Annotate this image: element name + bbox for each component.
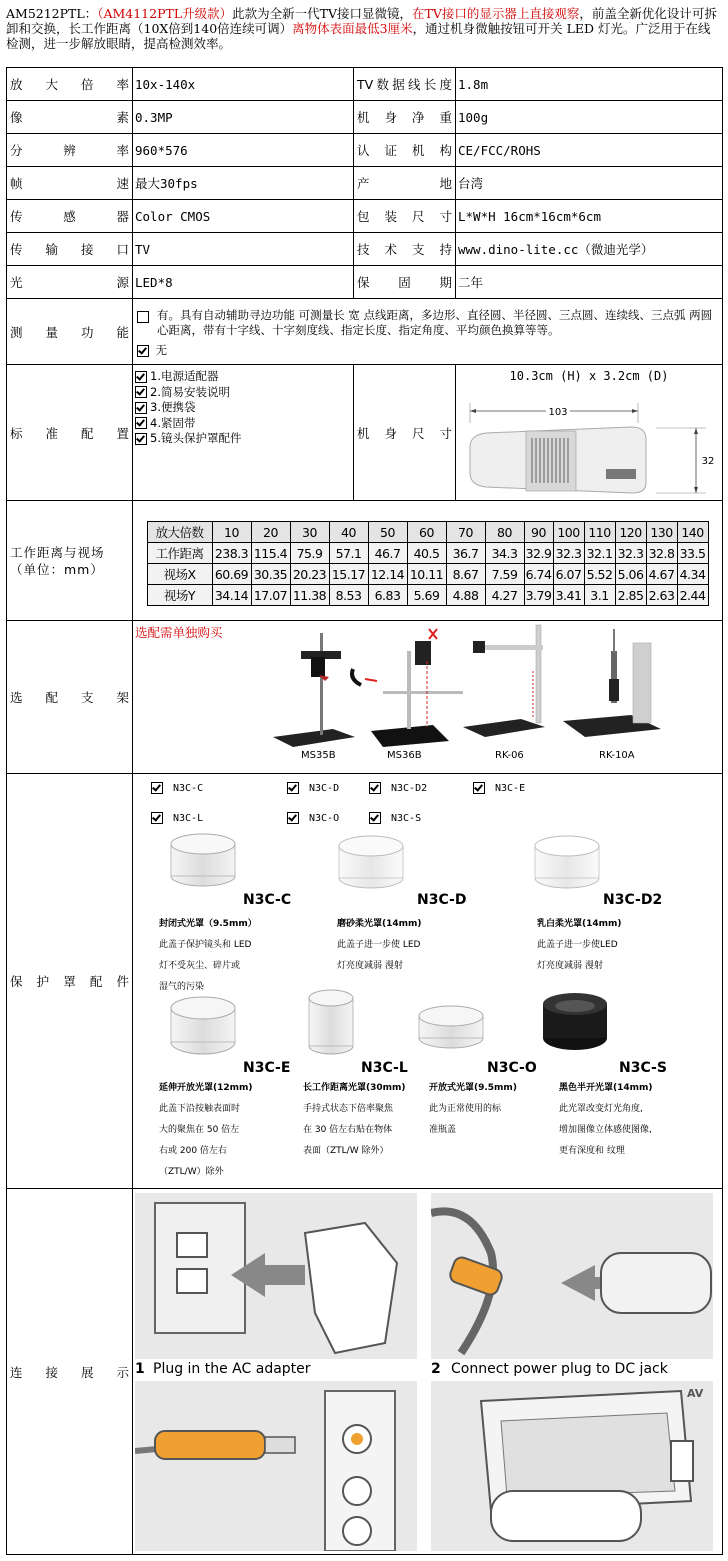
cap-description-line: 此盖下沿按触表面时 bbox=[159, 1104, 241, 1114]
step2-number: 2 bbox=[431, 1361, 441, 1377]
workdist-cell: 32.9 bbox=[524, 543, 553, 564]
model-code: AM5212PTL： bbox=[6, 6, 98, 21]
cap-description-line: 此盖子进一步使 LED bbox=[337, 940, 421, 950]
cap-description-line: 封闭式光罩（9.5mm） bbox=[159, 919, 257, 929]
workdist-cell: 100 bbox=[553, 522, 584, 543]
spec-value: 10x-140x bbox=[133, 68, 354, 101]
connect-step4-image bbox=[431, 1381, 713, 1551]
stand-rk06-image bbox=[463, 625, 545, 737]
workdist-cell: 6.07 bbox=[553, 564, 584, 585]
cap-description-line: 右或 200 倍左右 bbox=[159, 1146, 227, 1156]
cap-n3cd2-image bbox=[535, 836, 599, 888]
step2-text: Connect power plug to DC jack bbox=[451, 1361, 668, 1377]
cap-description-line: 此光罩改变灯光角度, bbox=[559, 1104, 643, 1114]
intro-text: ，前盖全新优化设计可拆卸和交换，长工作距离（10X倍到140倍连续可调） bbox=[6, 6, 717, 36]
workdist-table bbox=[147, 521, 709, 606]
stand-ms35b-image bbox=[273, 633, 355, 747]
standard-item-text: 2.简易安装说明 bbox=[150, 384, 230, 399]
workdist-table-row bbox=[147, 564, 708, 585]
workdist-table-row bbox=[147, 585, 708, 606]
spec-value: 最大30fps bbox=[133, 167, 354, 200]
spec-value: www.dino-lite.cc（微迪光学） bbox=[456, 233, 723, 266]
measure-option-no[interactable] bbox=[137, 343, 718, 357]
workdist-cell: 10.11 bbox=[407, 564, 446, 585]
spec-table bbox=[6, 67, 723, 1555]
workdist-cell: 3.1 bbox=[584, 585, 615, 606]
product-intro bbox=[6, 6, 722, 51]
stand-name: MS36B bbox=[387, 750, 422, 761]
cap-description-line: 大的聚焦在 50 倍左 bbox=[159, 1125, 240, 1135]
workdist-cell: 2.85 bbox=[615, 585, 646, 606]
spec-label: 像素 bbox=[7, 101, 133, 134]
checkbox-unchecked-icon[interactable] bbox=[137, 311, 149, 323]
workdist-cell: 32.3 bbox=[615, 543, 646, 564]
workdist-cell: 2.44 bbox=[677, 585, 708, 606]
cap-checkbox-option[interactable] bbox=[287, 812, 339, 824]
checkbox-checked-icon[interactable] bbox=[135, 371, 147, 383]
standard-item-text: 5.镜头保护罩配件 bbox=[150, 431, 242, 445]
spec-label: 技术支持 bbox=[354, 233, 456, 266]
checkbox-checked-icon[interactable] bbox=[287, 812, 299, 824]
intro-text: 此款为全新一代TV接口显微镜， bbox=[232, 6, 412, 21]
workdist-cell: 3.41 bbox=[553, 585, 584, 606]
workdist-cell: 17.07 bbox=[251, 585, 290, 606]
caps-row bbox=[7, 774, 723, 1189]
workdist-row-header: 视场Y bbox=[147, 585, 212, 606]
cap-n3co-image bbox=[419, 1006, 483, 1048]
checkbox-checked-icon[interactable] bbox=[135, 417, 147, 429]
spec-value: 100g bbox=[456, 101, 723, 134]
spec-value: L*W*H 16cm*16cm*6cm bbox=[456, 200, 723, 233]
workdist-cell: 4.34 bbox=[677, 564, 708, 585]
spec-value: 台湾 bbox=[456, 167, 723, 200]
workdist-cell: 6.83 bbox=[368, 585, 407, 606]
cap-description-line: 灯亮度减弱 漫射 bbox=[337, 961, 403, 971]
size-cell bbox=[456, 365, 723, 501]
spec-label: TV数据线长度 bbox=[354, 68, 456, 101]
workdist-cell: 7.59 bbox=[485, 564, 524, 585]
spec-value: Color CMOS bbox=[133, 200, 354, 233]
spec-label: 认证机构 bbox=[354, 134, 456, 167]
cap-description-line: 灯不受灰尘、碎片或 bbox=[159, 961, 241, 971]
step1-text: Plug in the AC adapter bbox=[153, 1361, 311, 1377]
workdist-cell: 115.4 bbox=[251, 543, 290, 564]
spec-value: CE/FCC/ROHS bbox=[456, 134, 723, 167]
cap-description-line: （ZTL/W）除外 bbox=[159, 1167, 224, 1177]
workdist-cell: 60.69 bbox=[212, 564, 251, 585]
checkbox-checked-icon[interactable] bbox=[473, 782, 485, 794]
av-label: AV bbox=[687, 1387, 704, 1400]
workdist-cell: 57.1 bbox=[329, 543, 368, 564]
workdist-cell: 32.8 bbox=[646, 543, 677, 564]
connect-row bbox=[7, 1189, 723, 1555]
cap-description-line: 在 30 倍左右贴在物体 bbox=[303, 1125, 393, 1135]
workdist-cell: 5.52 bbox=[584, 564, 615, 585]
standard-item-text: 3.便携袋 bbox=[150, 400, 196, 414]
spec-label: 传输接口 bbox=[7, 233, 133, 266]
checkbox-checked-icon[interactable] bbox=[135, 386, 147, 398]
spec-value: 960*576 bbox=[133, 134, 354, 167]
spec-value: 0.3MP bbox=[133, 101, 354, 134]
stand-name: MS35B bbox=[301, 750, 336, 761]
spec-label: 帧速 bbox=[7, 167, 133, 200]
workdist-table-row bbox=[147, 543, 708, 564]
spec-value: 1.8m bbox=[456, 68, 723, 101]
spec-label: 放大倍率 bbox=[7, 68, 133, 101]
standard-row bbox=[7, 365, 723, 501]
workdist-cell: 70 bbox=[446, 522, 485, 543]
cap-description-line: 湿气的污染 bbox=[159, 982, 205, 992]
measure-row bbox=[7, 299, 723, 365]
cap-check-text: N3C-D2 bbox=[391, 783, 428, 794]
standard-label: 标准配置 bbox=[7, 365, 133, 501]
workdist-cell: 8.53 bbox=[329, 585, 368, 606]
workdist-cell: 238.3 bbox=[212, 543, 251, 564]
checkbox-checked-icon[interactable] bbox=[369, 812, 381, 824]
cap-n3cc-image bbox=[171, 834, 235, 886]
measure-yes-text: 有。具有自动辅助寻边功能 可测量长 宽 点线距离，多边形、直径圆、半径圆、三点圆、连续线、三点弧 两圆心距离，带有十字线、十字刻度线、指定长度、指定角度、平均颜色换算等等。 bbox=[157, 308, 713, 337]
stand-row bbox=[7, 621, 723, 774]
step1-number: 1 bbox=[135, 1361, 145, 1377]
workdist-cell: 4.88 bbox=[446, 585, 485, 606]
cap-description-line: 黑色半开光罩(14mm) bbox=[559, 1083, 653, 1093]
cap-check-text: N3C-L bbox=[173, 813, 204, 824]
spec-label: 光源 bbox=[7, 266, 133, 299]
standard-item[interactable] bbox=[135, 431, 353, 447]
standard-items bbox=[133, 365, 354, 501]
spec-row bbox=[7, 233, 723, 266]
measure-option-yes[interactable] bbox=[137, 308, 718, 338]
workdist-cell: 4.27 bbox=[485, 585, 524, 606]
workdist-label: 工作距离与视场（单位：mm） bbox=[7, 501, 133, 621]
workdist-cell: 75.9 bbox=[290, 543, 329, 564]
workdist-cell: 140 bbox=[677, 522, 708, 543]
spec-label: 分辨率 bbox=[7, 134, 133, 167]
workdist-cell: 110 bbox=[584, 522, 615, 543]
workdist-cell: 36.7 bbox=[446, 543, 485, 564]
cap-description-line: 此为正常使用的标 bbox=[429, 1104, 502, 1114]
spec-row bbox=[7, 68, 723, 101]
cap-description-line: 准瓶盖 bbox=[429, 1125, 457, 1135]
cap-name: N3C-D2 bbox=[603, 892, 663, 908]
cap-description-line: 表面（ZTL/W 除外） bbox=[303, 1146, 389, 1156]
standard-item[interactable] bbox=[135, 369, 353, 385]
cap-check-text: N3C-D bbox=[309, 783, 340, 794]
checkbox-checked-icon[interactable] bbox=[135, 433, 147, 445]
workdist-cell: 5.06 bbox=[615, 564, 646, 585]
measure-label: 测量功能 bbox=[7, 299, 133, 365]
spec-row bbox=[7, 134, 723, 167]
workdist-cell: 5.69 bbox=[407, 585, 446, 606]
workdist-cell: 34.14 bbox=[212, 585, 251, 606]
workdist-cell: 2.63 bbox=[646, 585, 677, 606]
cap-n3cl-image bbox=[309, 990, 353, 1054]
cap-check-text: N3C-E bbox=[495, 783, 526, 794]
upgrade-note: （AM4112PTL升级款） bbox=[97, 6, 233, 21]
cap-description-line: 乳白柔光罩(14mm) bbox=[537, 919, 622, 929]
workdist-table-row bbox=[147, 522, 708, 543]
spec-label: 包装尺寸 bbox=[354, 200, 456, 233]
cap-description-line: 更有深度和 纹理 bbox=[559, 1146, 625, 1156]
cap-description-line: 增加图像立体感使图像, bbox=[559, 1125, 652, 1135]
spec-row bbox=[7, 101, 723, 134]
standard-item[interactable] bbox=[135, 416, 353, 432]
cap-description-line: 长工作距离光罩(30mm) bbox=[303, 1083, 406, 1093]
workdist-cell: 11.38 bbox=[290, 585, 329, 606]
checkbox-checked-icon[interactable] bbox=[287, 782, 299, 794]
connect-label: 连接展示 bbox=[7, 1189, 133, 1555]
workdist-cell: 40 bbox=[329, 522, 368, 543]
caps-area bbox=[133, 774, 721, 1188]
microscope-dimension-drawing bbox=[456, 383, 718, 495]
workdist-cell: 12.14 bbox=[368, 564, 407, 585]
cap-checkbox-option[interactable] bbox=[473, 782, 525, 794]
stand-name: RK-06 bbox=[495, 750, 524, 761]
cap-name: N3C-C bbox=[243, 892, 292, 908]
stand-ms36b-image bbox=[352, 629, 463, 747]
workdist-cell: 32.3 bbox=[553, 543, 584, 564]
standard-item[interactable] bbox=[135, 400, 353, 416]
cap-checkbox-option[interactable] bbox=[151, 812, 203, 824]
size-label: 机身尺寸 bbox=[354, 365, 456, 501]
measure-no-text: 无 bbox=[155, 343, 168, 357]
workdist-cell: 20.23 bbox=[290, 564, 329, 585]
workdist-cell: 60 bbox=[407, 522, 446, 543]
cap-description-line: 此盖子进一步使LED bbox=[537, 940, 618, 950]
cap-checkbox-option[interactable] bbox=[369, 782, 427, 794]
cap-name: N3C-O bbox=[487, 1060, 537, 1076]
cap-check-text: N3C-O bbox=[309, 813, 340, 824]
checkbox-checked-icon[interactable] bbox=[151, 812, 163, 824]
spec-label: 保固期 bbox=[354, 266, 456, 299]
spec-value: 二年 bbox=[456, 266, 723, 299]
workdist-cell: 40.5 bbox=[407, 543, 446, 564]
workdist-row-header: 工作距离 bbox=[147, 543, 212, 564]
workdist-cell: 30.35 bbox=[251, 564, 290, 585]
cap-description-line: 此盖子保护镜头和 LED bbox=[159, 940, 252, 950]
workdist-cell: 8.67 bbox=[446, 564, 485, 585]
workdist-cell: 3.79 bbox=[524, 585, 553, 606]
caps-label: 保护罩配件 bbox=[7, 774, 133, 1189]
stand-note: 选配需单独购买 bbox=[135, 625, 223, 640]
cap-description-line: 磨砂柔光罩(14mm) bbox=[337, 919, 422, 929]
standard-item[interactable] bbox=[135, 385, 353, 401]
cap-description-line: 手持式状态下倍率聚焦 bbox=[303, 1104, 394, 1114]
dim-length-text: 103 bbox=[548, 407, 568, 418]
cap-n3cd-image bbox=[339, 836, 403, 888]
connect-step2-image bbox=[431, 1193, 713, 1359]
workdist-cell: 120 bbox=[615, 522, 646, 543]
cap-check-text: N3C-C bbox=[173, 783, 204, 794]
cap-n3cs-image bbox=[543, 993, 607, 1050]
workdist-cell: 10 bbox=[212, 522, 251, 543]
cap-description-line: 开放式光罩(9.5mm) bbox=[429, 1083, 517, 1093]
checkbox-checked-icon[interactable] bbox=[135, 402, 147, 414]
workdist-cell: 90 bbox=[524, 522, 553, 543]
intro-text: ，通过机身微触按钮可开关 LED 灯光。广泛用于在线检测，进一步解放眼睛，提高检测效率。 bbox=[6, 21, 711, 51]
spec-row bbox=[7, 167, 723, 200]
cap-name: N3C-S bbox=[619, 1060, 667, 1076]
dim-dia-text: 32 bbox=[701, 456, 715, 467]
workdist-row-header: 放大倍数 bbox=[147, 522, 212, 543]
cap-checkbox-option[interactable] bbox=[369, 812, 421, 824]
checkbox-checked-icon[interactable] bbox=[137, 345, 149, 357]
workdist-row-header: 视场X bbox=[147, 564, 212, 585]
intro-highlight: 在TV接口的显示器上直接观察 bbox=[412, 6, 580, 21]
spec-label: 机身净重 bbox=[354, 101, 456, 134]
workdist-cell: 33.5 bbox=[677, 543, 708, 564]
standard-item-text: 4.紧固带 bbox=[150, 415, 196, 430]
cap-checkbox-option[interactable] bbox=[287, 782, 339, 794]
connect-step3-image bbox=[135, 1381, 417, 1551]
workdist-cell: 4.67 bbox=[646, 564, 677, 585]
cap-description-line: 延伸开放光罩(12mm) bbox=[159, 1083, 253, 1093]
workdist-row bbox=[7, 501, 723, 621]
workdist-cell: 20 bbox=[251, 522, 290, 543]
workdist-cell: 32.1 bbox=[584, 543, 615, 564]
cap-description-line: 灯亮度减弱 漫射 bbox=[537, 961, 603, 971]
workdist-cell: 30 bbox=[290, 522, 329, 543]
connect-step1-image bbox=[135, 1193, 417, 1359]
stand-name: RK-10A bbox=[599, 750, 635, 761]
spec-value: LED*8 bbox=[133, 266, 354, 299]
checkbox-checked-icon[interactable] bbox=[151, 782, 163, 794]
stand-rk10a-image bbox=[563, 629, 661, 737]
workdist-cell: 6.74 bbox=[524, 564, 553, 585]
workdist-cell: 46.7 bbox=[368, 543, 407, 564]
cap-name: N3C-L bbox=[361, 1060, 408, 1076]
intro-highlight: 离物体表面最低3厘米 bbox=[292, 21, 413, 36]
workdist-cell: 50 bbox=[368, 522, 407, 543]
cap-n3ce-image bbox=[171, 997, 235, 1054]
stand-label: 选配支架 bbox=[7, 621, 133, 774]
workdist-cell: 130 bbox=[646, 522, 677, 543]
workdist-cell: 80 bbox=[485, 522, 524, 543]
standard-item-text: 1.电源适配器 bbox=[150, 369, 219, 383]
spec-row bbox=[7, 266, 723, 299]
cap-name: N3C-D bbox=[417, 892, 467, 908]
workdist-cell: 15.17 bbox=[329, 564, 368, 585]
checkbox-checked-icon[interactable] bbox=[369, 782, 381, 794]
size-value: 10.3cm (H) x 3.2cm (D) bbox=[509, 369, 669, 383]
spec-row bbox=[7, 200, 723, 233]
cap-check-text: N3C-S bbox=[391, 813, 422, 824]
spec-label: 传感器 bbox=[7, 200, 133, 233]
cap-name: N3C-E bbox=[243, 1060, 291, 1076]
spec-label: 产地 bbox=[354, 167, 456, 200]
workdist-cell: 34.3 bbox=[485, 543, 524, 564]
cap-checkbox-option[interactable] bbox=[151, 782, 203, 794]
spec-value: TV bbox=[133, 233, 354, 266]
